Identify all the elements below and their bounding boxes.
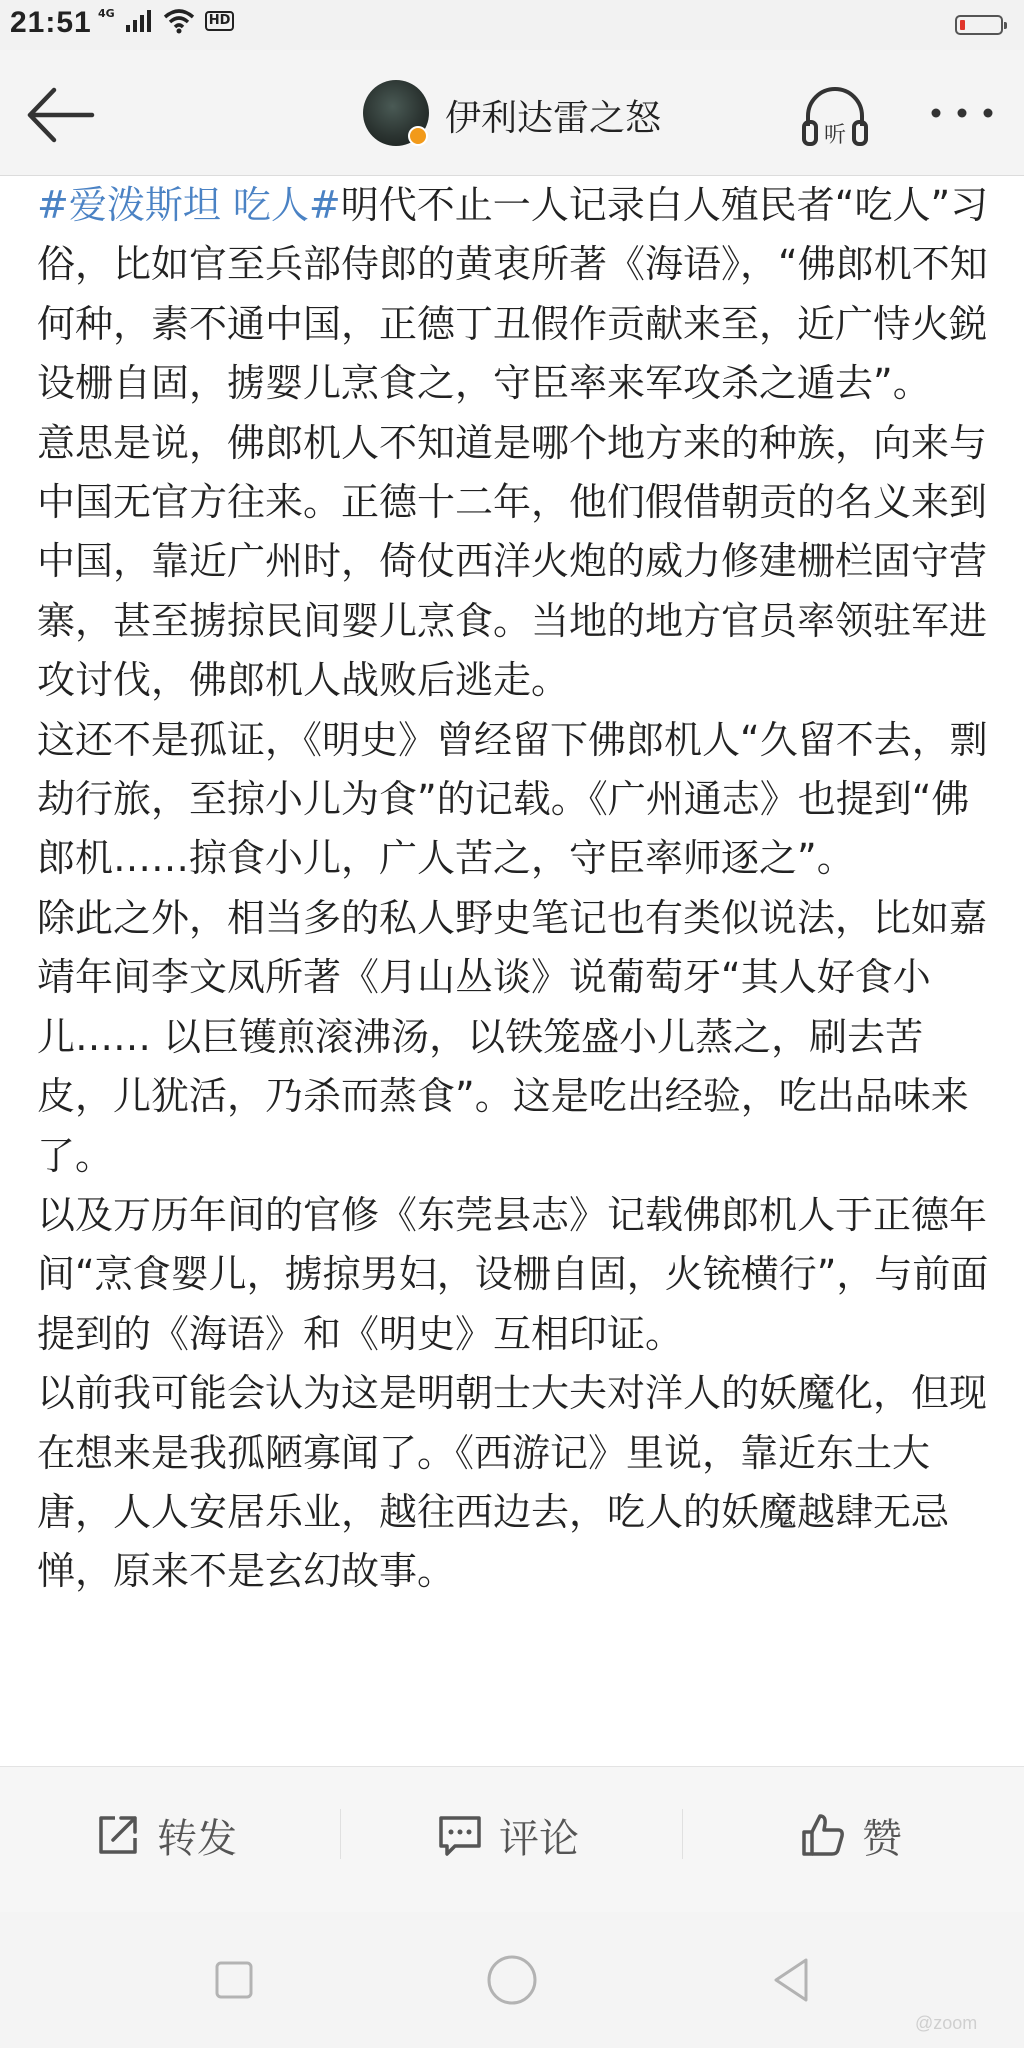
cellular-signal-icon <box>125 9 153 33</box>
arrow-left-icon <box>20 80 100 150</box>
post-text <box>37 176 997 1602</box>
verified-badge-icon <box>408 126 428 146</box>
circle-icon <box>484 1952 540 2008</box>
more-dots-icon <box>928 98 996 128</box>
nav-bar <box>0 50 1024 176</box>
post-paragraph: 这还不是孤证，《明史》曾经留下佛郎机人“久留不去，剽劫行旅，至掠小儿为食”的记载。《广州通志》也提到“佛郎机……掠食小儿，广人苦之，守臣率师逐之”。 <box>37 717 988 881</box>
system-nav-bar <box>0 1912 1024 2048</box>
listen-label: 听 <box>823 123 847 148</box>
username[interactable]: 伊利达雷之怒 <box>445 98 662 139</box>
post-content <box>0 176 1024 1766</box>
network-type: 4G <box>98 6 115 20</box>
status-time: 21:51 <box>10 6 92 39</box>
status-bar <box>0 0 1024 50</box>
more-button[interactable] <box>928 98 996 128</box>
recent-apps-button[interactable] <box>206 1952 262 2008</box>
back-button[interactable] <box>20 80 100 150</box>
listen-button[interactable] <box>800 86 870 150</box>
post-paragraph <box>37 176 997 414</box>
paragraph-text: 明代不止一人记录白人殖民者“吃人”习俗，比如官至兵部侍郎的黄衷所著《海语》，“佛郎机不知何种，素不通中国，正德丁丑假作贡献来至，近广恃火鋭设栅自固，掳婴儿烹食之，守臣率来军攻杀之遁去”。 <box>37 183 989 406</box>
comment-icon <box>437 1812 483 1858</box>
system-back-button[interactable] <box>764 1952 820 2008</box>
like-label: 赞 <box>862 1815 902 1862</box>
like-button[interactable] <box>800 1805 902 1865</box>
battery-icon <box>955 15 1003 35</box>
divider <box>682 1809 683 1859</box>
comment-label: 评论 <box>499 1815 579 1862</box>
square-icon <box>206 1952 262 2008</box>
headphones-icon <box>800 86 870 150</box>
thumbs-up-icon <box>800 1812 846 1858</box>
repost-label: 转发 <box>157 1815 237 1862</box>
repost-button[interactable] <box>95 1805 237 1865</box>
comment-button[interactable] <box>437 1805 579 1865</box>
triangle-back-icon <box>764 1952 820 2008</box>
post-paragraph: 以及万历年间的官修《东莞县志》记载佛郎机人于正德年间“烹食婴儿，掳掠男妇，设栅自固，火铳横行”，与前面提到的《海语》和《明史》互相印证。 <box>37 1192 989 1356</box>
post-paragraph: 意思是说，佛郎机人不知道是哪个地方来的种族，向来与中国无官方往来。正德十二年，他们假借朝贡的名义来到中国，靠近广州时，倚仗西洋火炮的威力修建栅栏固守营寨，甚至掳掠民间婴儿烹食。当地的地方官员率领驻军进攻讨伐，佛郎机人战败后逃走。 <box>37 420 988 703</box>
divider <box>340 1809 341 1859</box>
action-bar <box>0 1766 1024 1912</box>
hashtag-link[interactable]: #爱泼斯坦 吃人# <box>37 183 341 227</box>
wifi-icon <box>163 8 195 34</box>
status-icons <box>98 8 234 34</box>
post-paragraph: 以前我可能会认为这是明朝士大夫对洋人的妖魔化，但现在想来是我孤陋寡闻了。《西游记》里说，靠近东土大唐，人人安居乐业，越往西边去，吃人的妖魔越肆无忌惮，原来不是玄幻故事。 <box>37 1371 988 1594</box>
share-icon <box>95 1812 141 1858</box>
hd-badge: HD <box>205 11 235 31</box>
battery-level <box>960 20 965 30</box>
post-paragraph: 除此之外，相当多的私人野史笔记也有类似说法，比如嘉靖年间李文凤所著《月山丛谈》说葡萄牙“其人好食小儿…… 以巨镬煎滚沸汤，以铁笼盛小儿蒸之，刷去苦皮，儿犹活，乃杀而蒸食”。这是吃出经验，吃出品味来了。 <box>37 895 988 1178</box>
home-button[interactable] <box>484 1952 540 2008</box>
watermark: @zoom <box>915 2013 978 2033</box>
